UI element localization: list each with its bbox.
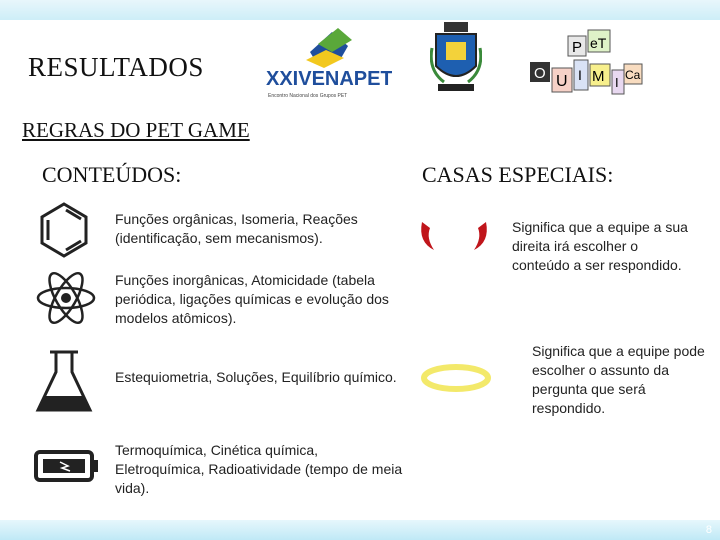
enapet-logo-tagline: Encontro Nacional dos Grupos PET: [268, 93, 348, 99]
tile-ca-letter: Ca: [625, 68, 641, 82]
page-number: 8: [705, 524, 712, 536]
tile-m-letter: M: [592, 68, 605, 85]
benzene-ring-icon: [36, 200, 92, 265]
bottom-band: [0, 520, 720, 540]
tile-et-letter: eT: [590, 35, 607, 51]
content-item-inorganic: Funções inorgânicas, Atomicidade (tabela periódica, ligações químicas e evolução dos modelos atômicos).: [115, 272, 389, 326]
content-item-thermochemistry: Termoquímica, Cinética química, Eletroquímica, Radioatividade (tempo de meia vida).: [115, 442, 403, 496]
flask-icon: [34, 348, 94, 419]
crest-banner: [438, 84, 474, 91]
content-item-organic: Funções orgânicas, Isomeria, Reações (identificação, sem mecanismos).: [115, 211, 358, 246]
university-crest-logo: [430, 20, 482, 96]
top-band: [0, 0, 720, 20]
halo-icon: [420, 362, 492, 399]
tile-o-letter: O: [534, 65, 546, 82]
special-item-devil: Significa que a equipe a sua direita irá escolher o conteúdo a ser respondido.: [512, 219, 688, 273]
special-houses-heading: CASAS ESPECIAIS:: [422, 162, 614, 187]
tile-i2-letter: I: [615, 75, 619, 90]
content-item-stoichiometry: Estequiometria, Soluções, Equilíbrio químico.: [115, 369, 397, 385]
enapet-logo: [262, 22, 392, 102]
contents-heading: CONTEÚDOS:: [42, 162, 182, 187]
battery-icon: [34, 448, 100, 489]
slide-title: RESULTADOS: [28, 52, 204, 82]
pet-quimica-logo: [528, 28, 644, 100]
atom-icon: [34, 266, 98, 335]
tile-i1-letter: I: [578, 67, 582, 83]
tile-p-letter: P: [572, 39, 583, 56]
special-item-halo: Significa que a equipe pode escolher o assunto da pergunta que será respondido.: [532, 343, 705, 416]
tile-u-letter: U: [556, 73, 568, 90]
crest-center: [446, 42, 466, 60]
enapet-logo-text: XXIVENAPET: [266, 68, 392, 90]
slide-subtitle: REGRAS DO PET GAME: [22, 118, 250, 142]
devil-horns-icon: [418, 220, 490, 257]
crest-crown: [444, 22, 468, 32]
